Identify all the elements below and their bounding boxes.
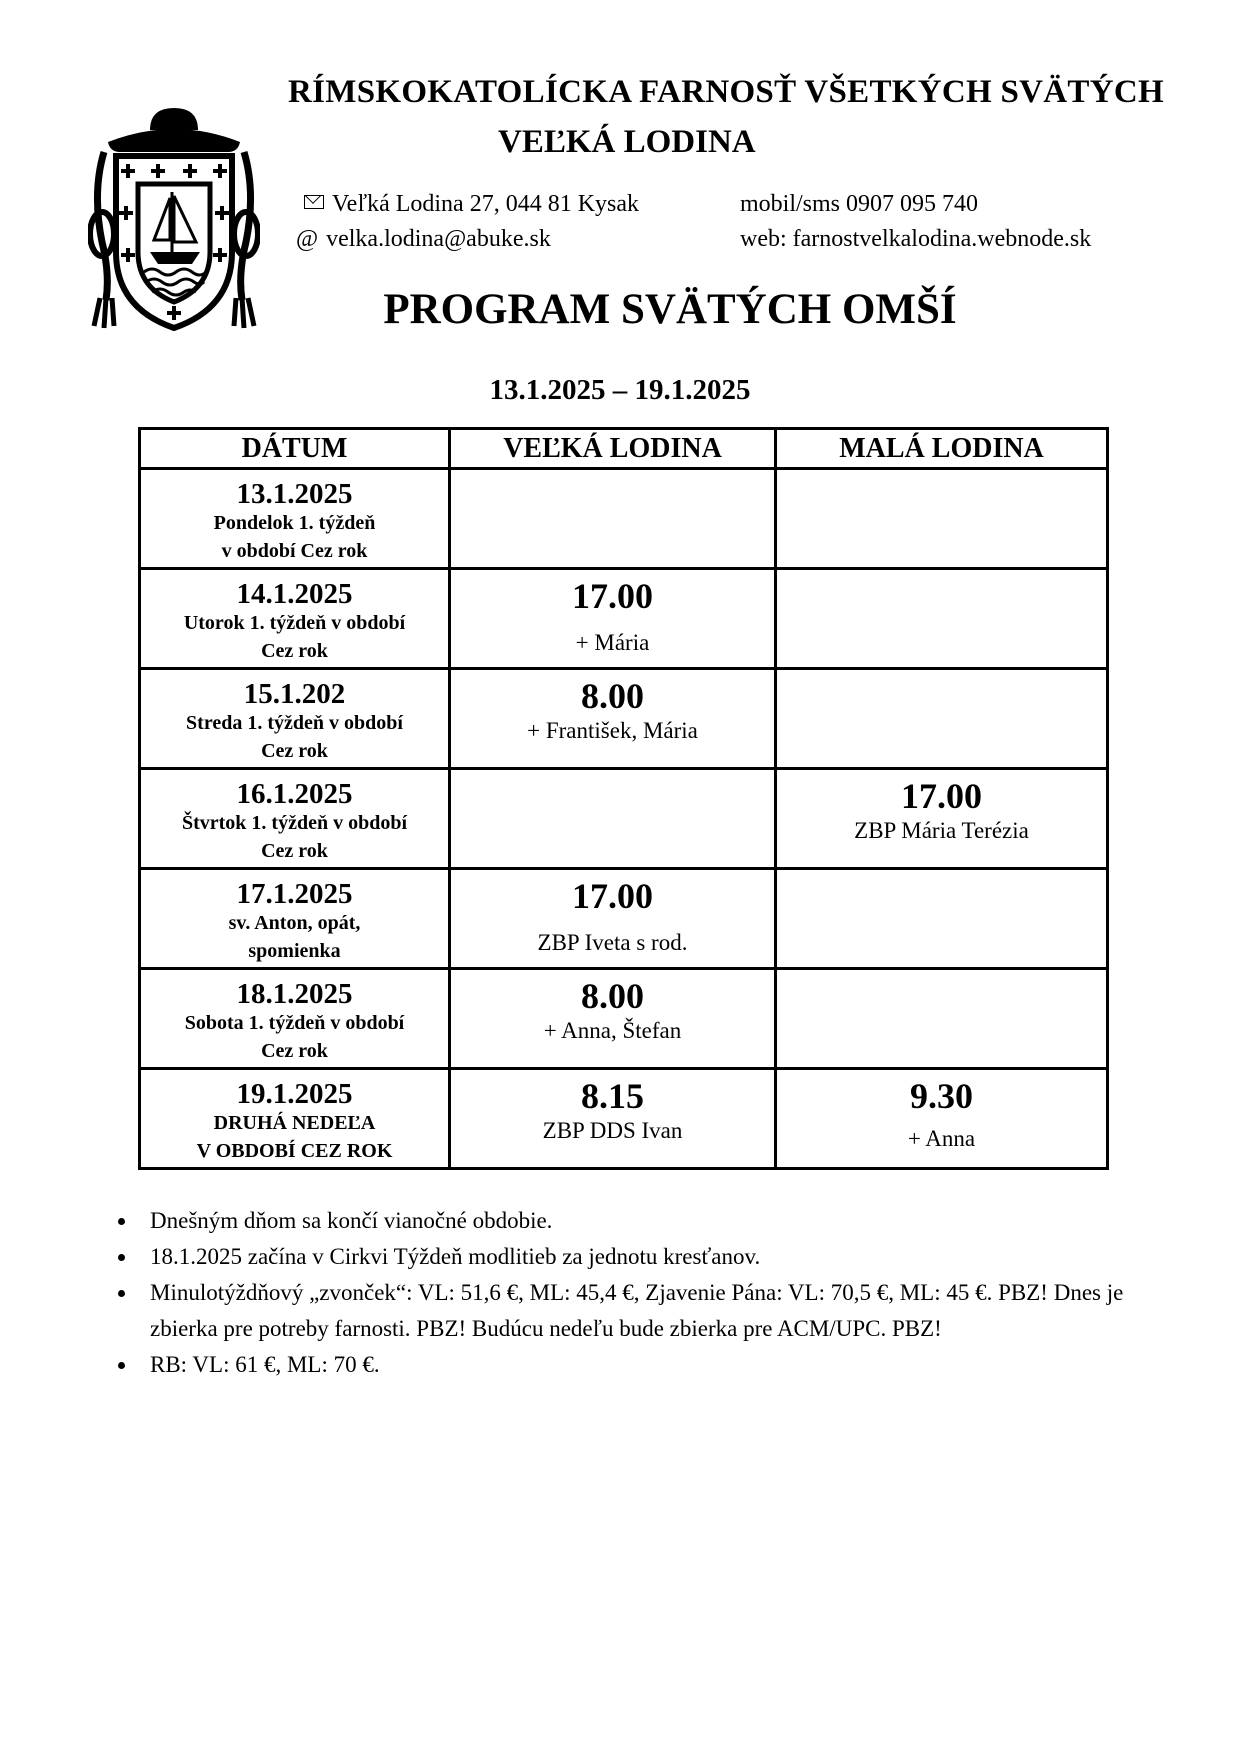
mass-schedule-table [138, 427, 1109, 1170]
email-link[interactable]: velka.lodina@abuke.sk [326, 226, 551, 252]
bullet-icon [118, 1362, 125, 1369]
table-row [140, 969, 1108, 1069]
velka-lodina-cell [450, 969, 776, 1069]
table-row [140, 669, 1108, 769]
table-row [140, 469, 1108, 569]
velka-lodina-cell [450, 769, 776, 869]
row-date: 19.1.2025 [236, 1078, 353, 1110]
list-item [118, 1239, 1178, 1275]
date-cell [140, 869, 450, 969]
row-day-line2: Cez rok [261, 840, 328, 862]
mass-intention: ZBP DDS Ivan [542, 1118, 683, 1143]
bullet-icon [118, 1254, 125, 1261]
email-line [296, 226, 551, 253]
row-date: 18.1.2025 [236, 978, 353, 1010]
table-row [140, 569, 1108, 669]
program-title: PROGRAM SVÄTÝCH OMŠÍ [383, 286, 957, 333]
row-day-line2: Cez rok [261, 1040, 328, 1062]
table-row [140, 869, 1108, 969]
list-item [118, 1347, 1178, 1383]
row-date: 14.1.2025 [236, 578, 353, 610]
table-row [140, 769, 1108, 869]
mass-time: 8.00 [581, 976, 644, 1016]
mass-intention: + Anna, Štefan [543, 1018, 682, 1043]
announcements-list [118, 1203, 1178, 1383]
mala-lodina-cell [776, 969, 1108, 1069]
mass-time: 17.00 [572, 576, 653, 616]
row-date: 15.1.202 [243, 678, 346, 710]
row-day-line1: Pondelok 1. týždeň [213, 512, 376, 534]
row-day-line2: Cez rok [261, 640, 328, 662]
header-velka-lodina: VEĽKÁ LODINA [450, 429, 776, 469]
list-item [118, 1275, 1178, 1347]
announcement-text: Dnešným dňom sa končí vianočné obdobie. [150, 1208, 553, 1233]
mala-lodina-cell [776, 769, 1108, 869]
mass-intention: + Anna [907, 1126, 976, 1151]
velka-lodina-cell [450, 1069, 776, 1169]
velka-lodina-cell [450, 469, 776, 569]
list-item [118, 1203, 1178, 1239]
announcement-text: Minulotýždňový „zvonček“: VL: 51,6 €, ML: 45,4 €, Zjavenie Pána: VL: 70,5 €, ML: 45 €. PBZ! Dnes je zbierka pre potreby farnosti. PBZ! Budúcu nedeľu bude zbierka pre ACM/UPC. PBZ! [150, 1280, 1124, 1341]
mass-intention: + František, Mária [527, 718, 698, 743]
row-day-line1: Streda 1. týždeň v období [186, 712, 403, 734]
mala-lodina-cell [776, 469, 1108, 569]
mass-intention: ZBP Iveta s rod. [537, 930, 688, 955]
mala-lodina-cell [776, 669, 1108, 769]
row-date: 17.1.2025 [236, 878, 353, 910]
bullet-icon [118, 1290, 125, 1297]
row-date: 16.1.2025 [236, 778, 353, 810]
announcement-text: RB: VL: 61 €, ML: 70 €. [150, 1352, 380, 1377]
row-day-line1: DRUHÁ NEDEĽA [213, 1112, 376, 1134]
velka-lodina-cell [450, 669, 776, 769]
mass-time: 8.00 [581, 676, 644, 716]
row-day-line2: v období Cez rok [221, 540, 368, 562]
velka-lodina-cell [450, 569, 776, 669]
mass-intention: ZBP Mária Terézia [854, 818, 1029, 843]
row-date: 13.1.2025 [236, 478, 353, 510]
row-day-line1: Utorok 1. týždeň v období [183, 612, 406, 634]
mala-lodina-cell [776, 869, 1108, 969]
table-header-row [140, 429, 1108, 469]
row-day-line2: V OBDOBÍ CEZ ROK [196, 1140, 393, 1162]
parish-name: RÍMSKOKATOLÍCKA FARNOSŤ VŠETKÝCH SVÄTÝCH [288, 74, 1164, 110]
at-sign-icon: @ [296, 226, 319, 252]
date-cell [140, 669, 450, 769]
mass-time: 9.30 [910, 1076, 973, 1116]
website-link[interactable]: web: farnostvelkalodina.webnode.sk [740, 226, 1092, 252]
row-day-line1: Štvrtok 1. týždeň v období [181, 812, 408, 834]
table-row [140, 1069, 1108, 1169]
address-text: Veľká Lodina 27, 044 81 Kysak [332, 191, 640, 217]
mala-lodina-cell [776, 1069, 1108, 1169]
date-cell [140, 969, 450, 1069]
date-cell [140, 569, 450, 669]
bullet-icon [118, 1218, 125, 1225]
mass-time: 8.15 [581, 1076, 644, 1116]
velka-lodina-cell [450, 869, 776, 969]
mass-intention: + Mária [575, 630, 650, 655]
header-date: DÁTUM [140, 429, 450, 469]
date-range [0, 374, 1240, 407]
parish-location: VEĽKÁ LODINA [498, 124, 756, 160]
mobile-contact: mobil/sms 0907 095 740 [740, 191, 979, 217]
date-cell [140, 1069, 450, 1169]
address-line [304, 191, 639, 218]
mass-time: 17.00 [901, 776, 982, 816]
row-day-line2: spomienka [248, 940, 341, 962]
announcement-text: 18.1.2025 začína v Cirkvi Týždeň modlitieb za jednotu kresťanov. [150, 1244, 761, 1269]
row-day-line1: Sobota 1. týždeň v období [184, 1012, 405, 1034]
row-day-line1: sv. Anton, opát, [228, 912, 361, 934]
date-cell [140, 769, 450, 869]
mala-lodina-cell [776, 569, 1108, 669]
mass-time: 17.00 [572, 876, 653, 916]
envelope-icon [304, 195, 324, 209]
header-mala-lodina: MALÁ LODINA [776, 429, 1108, 469]
row-day-line2: Cez rok [261, 740, 328, 762]
date-range-text: 13.1.2025 – 19.1.2025 [489, 374, 751, 406]
date-cell [140, 469, 450, 569]
